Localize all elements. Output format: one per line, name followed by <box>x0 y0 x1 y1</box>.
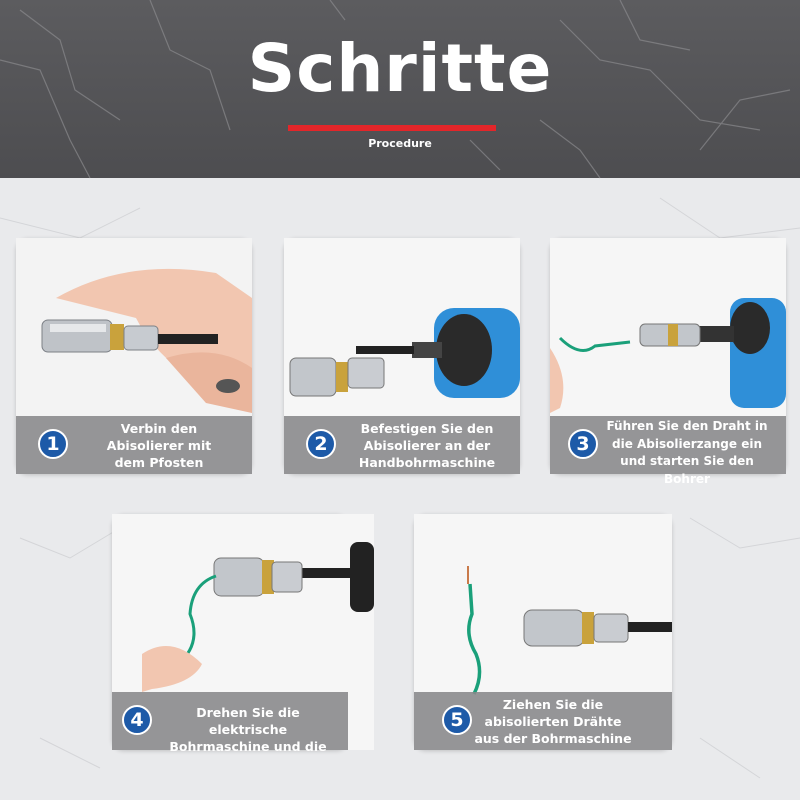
step-5-text: Ziehen Sie die abisolierten Drähte aus der Bohrmaschine <box>474 697 632 746</box>
step-5-caption <box>414 692 672 750</box>
step-2-badge: 2 <box>306 429 336 459</box>
page-subtitle: Procedure <box>368 137 432 150</box>
step-card-3 <box>550 238 786 486</box>
step-2-text: Befestigen Sie den Abisolierer an der Handbohrmaschine <box>358 421 496 470</box>
step-card-2 <box>284 238 520 474</box>
step-3-text: Führen Sie den Draht in die Abisolierzange ein und starten Sie den Bohrer <box>606 419 768 486</box>
step-1-text: Verbin den Abisolierer mit dem Pfosten <box>106 421 212 470</box>
step-4-badge: 4 <box>122 705 152 735</box>
step-3-badge: 3 <box>568 429 598 459</box>
header-banner <box>0 0 800 178</box>
step-1-badge: 1 <box>38 429 68 459</box>
step-card-1 <box>16 238 252 474</box>
step-1-caption <box>16 416 252 474</box>
step-5-badge: 5 <box>442 705 472 735</box>
step-2-caption <box>284 416 520 474</box>
step-card-4 <box>112 514 348 754</box>
step-3-caption <box>550 416 786 486</box>
step-4-text: Drehen Sie die elektrische Bohrmaschine und die <box>169 705 327 754</box>
step-card-5 <box>414 514 672 750</box>
title-underline <box>288 125 496 131</box>
page-title: Schritte <box>247 30 553 107</box>
step-4-caption <box>112 692 348 754</box>
